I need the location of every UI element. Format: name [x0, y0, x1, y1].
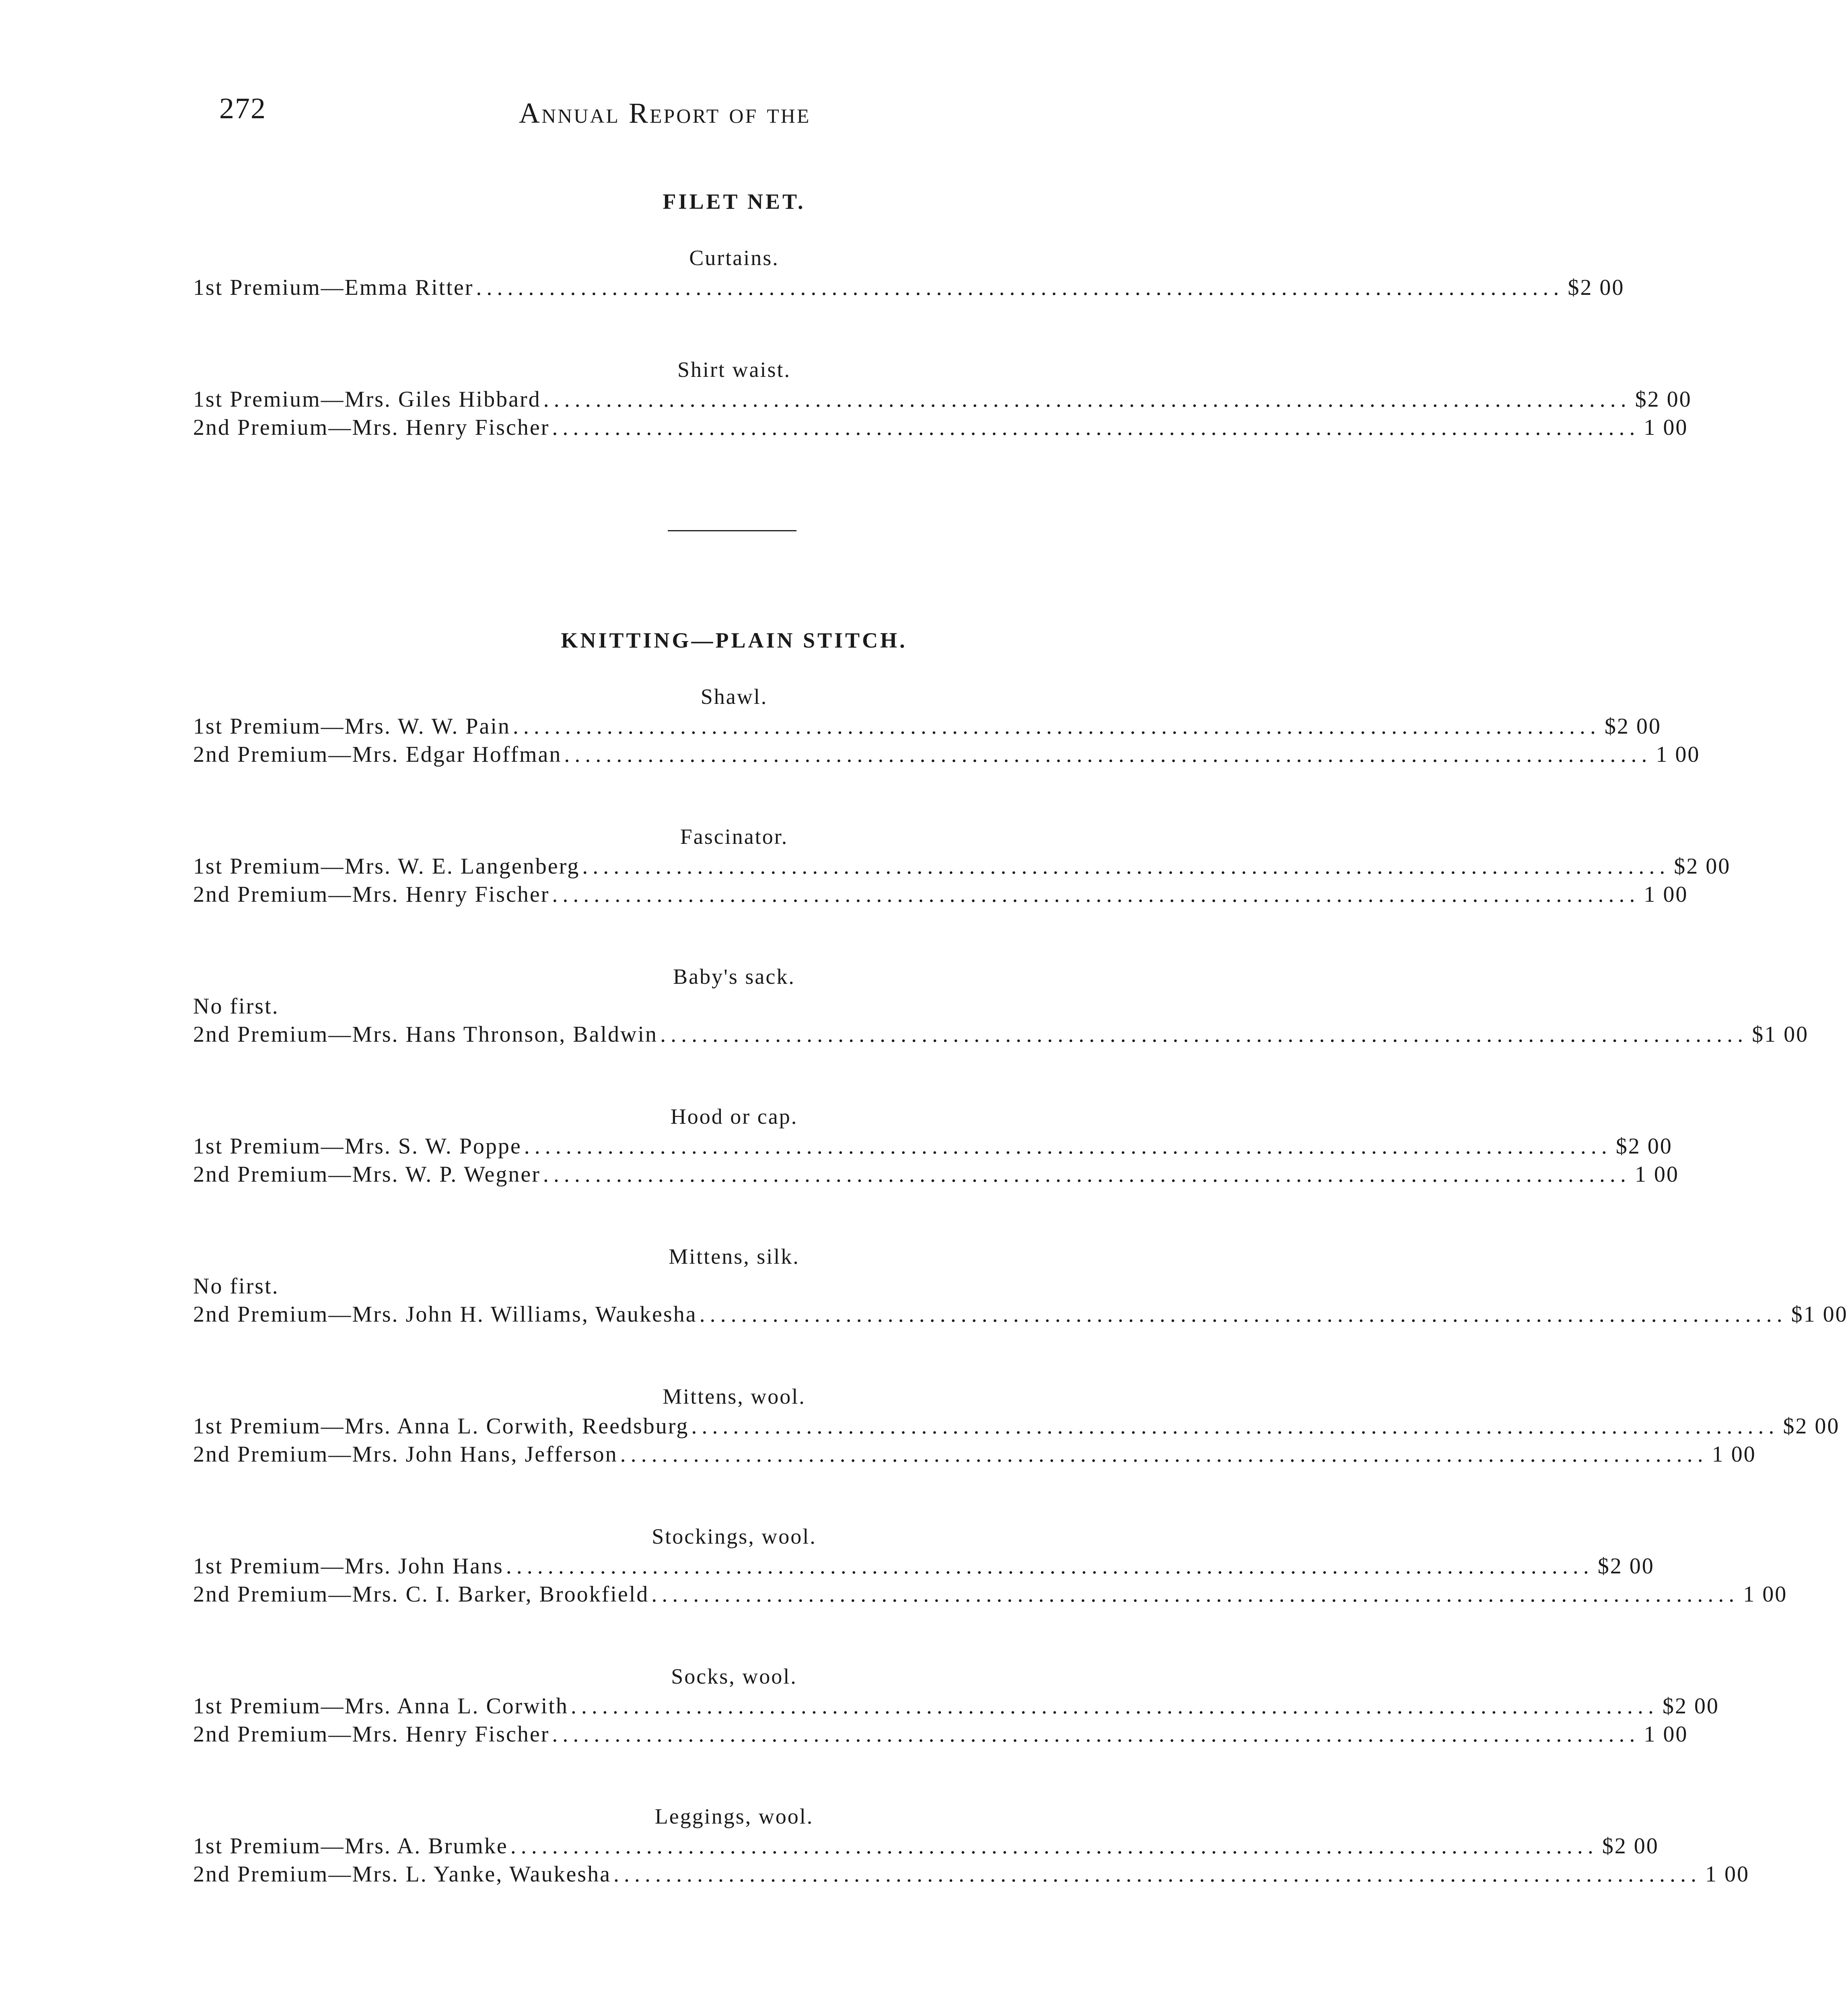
award-amount: 1 00 — [1705, 1862, 1749, 1887]
category-hood-or-cap — [193, 1101, 1679, 1189]
award-recipient: 2nd Premium—Mrs. C. I. Barker, Brookfield — [193, 1582, 649, 1607]
award-recipient: 1st Premium—Mrs. Giles Hibbard — [193, 387, 541, 412]
award-entry — [193, 1580, 1788, 1608]
award-entry — [193, 852, 1731, 880]
no-first-note: No first. — [193, 1274, 279, 1299]
award-amount: $2 00 — [1568, 275, 1625, 300]
award-entry — [193, 1412, 1840, 1440]
category-title: Hood or cap. — [670, 1104, 798, 1129]
award-recipient: 2nd Premium—Mrs. Hans Thronson, Baldwin — [193, 1022, 658, 1047]
category-babys-sack — [193, 961, 1809, 1049]
dot-leader: ........................................................................................................ — [660, 1022, 1748, 1047]
award-recipient: 1st Premium—Mrs. Anna L. Corwith, Reedsburg — [193, 1414, 689, 1439]
award-amount: $2 00 — [1615, 1134, 1673, 1159]
dot-leader: ........................................................................................................ — [613, 1862, 1701, 1887]
dot-leader: ........................................................................................................ — [476, 275, 1564, 300]
dot-leader: ........................................................................................................ — [620, 1442, 1708, 1467]
section-title: KNITTING—PLAIN STITCH. — [561, 628, 908, 652]
award-entry — [193, 1832, 1659, 1860]
award-amount: 1 00 — [1634, 1162, 1679, 1187]
award-recipient: 2nd Premium—Mrs. L. Yanke, Waukesha — [193, 1862, 611, 1887]
category-title: Mittens, wool. — [663, 1384, 806, 1409]
award-entry — [193, 740, 1700, 769]
section-title: FILET NET. — [663, 189, 806, 214]
category-curtains — [193, 242, 1625, 302]
award-entry — [193, 1720, 1688, 1748]
category-stockings-wool — [193, 1521, 1788, 1608]
section-knitting-plain-stitch — [193, 628, 1848, 1888]
award-amount: $2 00 — [1602, 1834, 1659, 1859]
award-entry — [193, 712, 1661, 740]
dot-leader: ........................................................................................................ — [524, 1134, 1612, 1159]
award-recipient: 1st Premium—Emma Ritter — [193, 275, 474, 300]
award-amount: 1 00 — [1712, 1442, 1756, 1467]
category-title: Socks, wool. — [671, 1664, 797, 1688]
award-amount: $2 00 — [1635, 387, 1692, 412]
dot-leader: ........................................................................................................ — [543, 387, 1631, 412]
award-entry — [193, 1552, 1655, 1580]
award-amount: 1 00 — [1644, 1722, 1688, 1747]
dot-leader: ........................................................................................................ — [570, 1694, 1659, 1719]
award-amount: $2 00 — [1783, 1414, 1840, 1439]
award-recipient: 1st Premium—Mrs. W. E. Langenberg — [193, 854, 580, 879]
dot-leader: ........................................................................................................ — [512, 714, 1601, 739]
award-entry — [193, 1020, 1809, 1049]
category-mittens-silk — [193, 1241, 1848, 1328]
award-entry — [193, 413, 1688, 442]
award-amount: $2 00 — [1662, 1694, 1719, 1719]
award-recipient: 2nd Premium—Mrs. Henry Fischer — [193, 415, 550, 440]
award-recipient: 2nd Premium—Mrs. Henry Fischer — [193, 1722, 550, 1747]
document-body — [193, 189, 1848, 1888]
award-entry — [193, 1860, 1749, 1888]
category-title: Shirt waist. — [677, 358, 791, 382]
award-entry — [193, 1132, 1673, 1160]
category-title: Mittens, silk. — [669, 1244, 800, 1269]
section-filet-net — [193, 189, 1692, 442]
dot-leader: ........................................................................................................ — [582, 854, 1670, 879]
category-mittens-wool — [193, 1381, 1840, 1468]
dot-leader: ........................................................................................................ — [510, 1834, 1598, 1859]
award-amount: $2 00 — [1597, 1554, 1655, 1579]
award-recipient: 1st Premium—Mrs. W. W. Pain — [193, 714, 510, 739]
dot-leader: ........................................................................................................ — [543, 1162, 1631, 1187]
dot-leader: ........................................................................................................ — [552, 882, 1640, 907]
award-recipient: 2nd Premium—Mrs. John H. Williams, Waukesha — [193, 1302, 697, 1327]
award-recipient: 1st Premium—Mrs. Anna L. Corwith — [193, 1694, 568, 1719]
category-title: Curtains. — [689, 246, 779, 270]
dot-leader: ........................................................................................................ — [552, 1722, 1640, 1747]
category-shawl — [193, 681, 1700, 769]
award-amount: 1 00 — [1743, 1582, 1788, 1607]
award-amount: 1 00 — [1644, 882, 1688, 907]
running-head: Annual Report of the — [519, 97, 811, 129]
award-amount: $1 00 — [1791, 1302, 1848, 1327]
award-entry — [193, 273, 1625, 302]
dot-leader: ........................................................................................................ — [564, 742, 1652, 767]
category-title: Baby's sack. — [673, 964, 795, 989]
award-entry — [193, 1300, 1848, 1328]
award-entry — [193, 385, 1692, 413]
award-recipient: 1st Premium—Mrs. S. W. Poppe — [193, 1134, 522, 1159]
dot-leader: ........................................................................................................ — [691, 1414, 1779, 1439]
award-entry — [193, 1160, 1679, 1189]
category-leggings-wool — [193, 1801, 1749, 1888]
award-amount: 1 00 — [1656, 742, 1700, 767]
award-entry — [193, 1692, 1719, 1720]
no-first-note: No first. — [193, 994, 279, 1019]
dot-leader: ........................................................................................................ — [699, 1302, 1787, 1327]
award-amount: 1 00 — [1644, 415, 1688, 440]
dot-leader: ........................................................................................................ — [552, 415, 1640, 440]
award-amount: $2 00 — [1604, 714, 1661, 739]
award-entry — [193, 880, 1688, 909]
section-divider — [668, 530, 796, 531]
category-socks-wool — [193, 1661, 1719, 1748]
award-recipient: 2nd Premium—Mrs. John Hans, Jefferson — [193, 1442, 618, 1467]
page-number: 272 — [219, 92, 266, 125]
award-recipient: 2nd Premium—Mrs. Edgar Hoffman — [193, 742, 562, 767]
dot-leader: ........................................................................................................ — [651, 1582, 1739, 1607]
dot-leader: ........................................................................................................ — [506, 1554, 1594, 1579]
category-fascinator — [193, 821, 1731, 909]
category-title: Stockings, wool. — [652, 1524, 817, 1548]
award-amount: $1 00 — [1752, 1022, 1809, 1047]
category-title: Fascinator. — [680, 825, 788, 849]
award-recipient: 1st Premium—Mrs. John Hans — [193, 1554, 504, 1579]
category-title: Leggings, wool. — [654, 1804, 814, 1828]
award-amount: $2 00 — [1674, 854, 1731, 879]
category-shirt-waist — [193, 354, 1692, 442]
award-recipient: 1st Premium—Mrs. A. Brumke — [193, 1834, 508, 1859]
award-recipient: 2nd Premium—Mrs. Henry Fischer — [193, 882, 550, 907]
award-recipient: 2nd Premium—Mrs. W. P. Wegner — [193, 1162, 541, 1187]
category-title: Shawl. — [700, 685, 768, 709]
award-entry — [193, 1440, 1756, 1468]
